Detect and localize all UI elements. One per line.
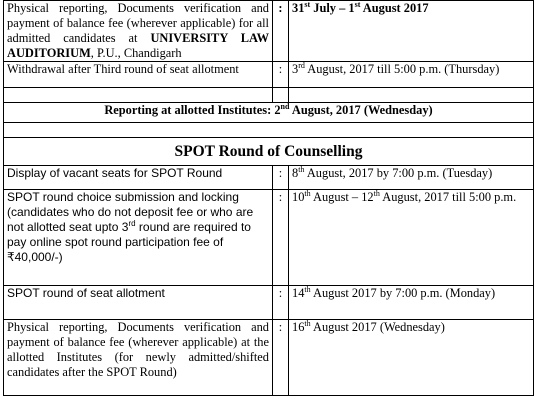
blank-row bbox=[4, 123, 534, 138]
separator-cell: : bbox=[273, 1, 289, 62]
separator-cell: : bbox=[273, 286, 289, 320]
date-cell bbox=[289, 190, 534, 286]
table-row bbox=[4, 286, 534, 320]
event-text-end: , P.U., Chandigarh bbox=[90, 46, 182, 60]
notice-text: August, 2017 (Wednesday) bbox=[289, 103, 433, 117]
date-cell bbox=[289, 166, 534, 190]
ordinal-suffix: st bbox=[354, 0, 361, 9]
ordinal-suffix: th bbox=[298, 165, 305, 174]
event-cell bbox=[4, 1, 273, 62]
table-row bbox=[4, 1, 534, 62]
date-cell bbox=[289, 286, 534, 320]
empty-cell bbox=[4, 88, 273, 103]
schedule-table bbox=[3, 0, 534, 396]
separator-cell: : bbox=[273, 190, 289, 286]
date-part: August, 2017 by 7:00 p.m. (Tuesday) bbox=[304, 166, 493, 180]
date-part: August – 12 bbox=[310, 190, 374, 204]
date-part: August 2017 bbox=[360, 1, 429, 15]
table-row bbox=[4, 62, 534, 88]
table-row bbox=[4, 103, 534, 123]
ordinal-suffix: rd bbox=[298, 61, 305, 70]
ordinal-suffix: th bbox=[304, 285, 311, 294]
date-part: 31 bbox=[292, 1, 305, 15]
reporting-notice bbox=[4, 103, 534, 123]
separator-cell: : bbox=[273, 166, 289, 190]
event-cell: Withdrawal after Third round of seat allotment bbox=[4, 62, 273, 88]
event-cell: SPOT round of seat allotment bbox=[4, 286, 273, 320]
date-part: 14 bbox=[292, 286, 305, 300]
notice-text: Reporting at allotted Institutes: 2 bbox=[104, 103, 281, 117]
ordinal-suffix: st bbox=[304, 0, 311, 9]
table-row bbox=[4, 166, 534, 190]
date-part: August, 2017 till 5:00 p.m. bbox=[379, 190, 517, 204]
empty-cell bbox=[273, 88, 289, 103]
date-part: August 2017 by 7:00 p.m. (Monday) bbox=[310, 286, 496, 300]
empty-cell bbox=[4, 123, 534, 138]
event-cell bbox=[4, 190, 273, 286]
event-cell: Display of vacant seats for SPOT Round bbox=[4, 166, 273, 190]
ordinal-suffix: th bbox=[304, 319, 311, 328]
separator-cell: : bbox=[273, 62, 289, 88]
event-text: round are required to pay online spot round participation fee of ₹40,000/-) bbox=[7, 220, 251, 264]
date-part: 10 bbox=[292, 190, 305, 204]
section-heading: SPOT Round of Counselling bbox=[174, 142, 363, 160]
empty-cell bbox=[289, 88, 534, 103]
blank-row bbox=[4, 88, 534, 103]
date-part: August, 2017 till 5:00 p.m. (Thursday) bbox=[304, 62, 500, 76]
date-cell bbox=[289, 1, 534, 62]
table-row bbox=[4, 190, 534, 286]
table-row bbox=[4, 320, 534, 396]
date-part: July – 1 bbox=[310, 1, 355, 15]
ordinal-suffix: th bbox=[304, 189, 311, 198]
event-cell: Physical reporting, Documents verification and payment of balance fee (wherever applicable) at the allotted Institutes (for newly admitted/shifted candidates after the SPOT Round) bbox=[4, 320, 273, 396]
date-part: 16 bbox=[292, 320, 305, 334]
ordinal-suffix: th bbox=[373, 189, 380, 198]
event-text: SPOT round choice submission and locking (candidates who do not deposit fee or who are not allotted seat upto 3 bbox=[7, 190, 254, 234]
ordinal-suffix: nd bbox=[280, 102, 290, 111]
date-part: 8 bbox=[292, 166, 299, 180]
date-part: August 2017 (Wednesday) bbox=[310, 320, 445, 334]
date-cell bbox=[289, 62, 534, 88]
counselling-schedule-document bbox=[3, 0, 533, 396]
date-part: 3 bbox=[292, 62, 299, 76]
section-heading-cell bbox=[4, 138, 534, 166]
venue-text: UNIVERSITY LAW AUDITORIUM bbox=[7, 31, 269, 60]
separator-cell: : bbox=[273, 320, 289, 396]
ordinal-suffix: rd bbox=[128, 219, 136, 228]
section-heading-row bbox=[4, 138, 534, 166]
event-text: Physical reporting, Documents verification and payment of balance fee (wherever applicable) for all admitted candidates at bbox=[7, 1, 269, 45]
date-cell bbox=[289, 320, 534, 396]
